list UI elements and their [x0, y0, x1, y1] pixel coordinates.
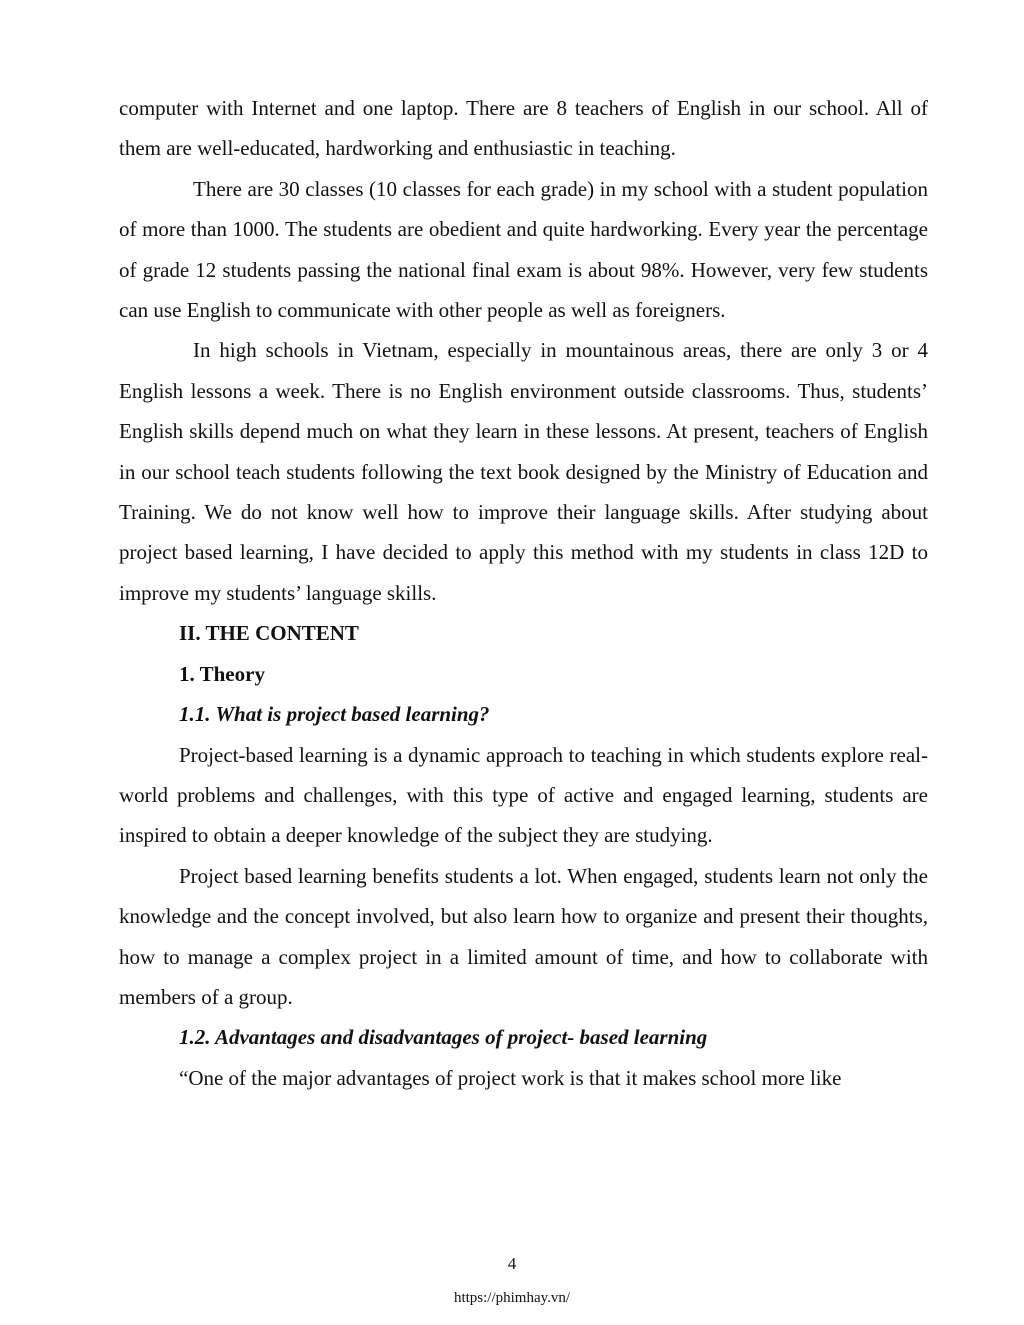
footer-url: https://phimhay.vn/ [453, 1290, 571, 1306]
body-paragraph: “One of the major advantages of project work is that it makes school more like [179, 1065, 842, 1090]
topic-heading: 1.1. What is project based learning? [179, 702, 490, 727]
subsection-heading: 1. Theory [179, 661, 265, 686]
body-paragraph: There are 30 classes (10 classes for each grade) in my school with a student population of more than 1000. The students are obedient and quite hardworking. Every year the percentage of grade 12 students passing the national final exam is about 98%. However, very few students can use English to communicate with other people as well as foreigners. [119, 176, 928, 323]
body-paragraph: In high schools in Vietnam, especially in mountainous areas, there are only 3 or 4 English lessons a week. There is no English environment outside classrooms. Thus, students’ English skills depend much on what they learn in these lessons. At present, teachers of English in our school teach students following the text book designed by the Ministry of Education and Training. We do not know well how to improve their language skills. After studying about project based learning, I have decided to apply this method with my students in class 12D to improve my students’ language skills. [119, 338, 928, 605]
document-body [119, 88, 928, 1098]
topic-heading: 1.2. Advantages and disadvantages of project- based learning [179, 1025, 708, 1050]
body-paragraph: Project based learning benefits students a lot. When engaged, students learn not only the knowledge and the concept involved, but also learn how to organize and present their thoughts, how to manage a complex project in a limited amount of time, and how to collaborate with members of a group. [119, 863, 928, 1009]
page-number: 4 [507, 1254, 517, 1273]
body-paragraph: computer with Internet and one laptop. There are 8 teachers of English in our school. All of them are well-educated, hardworking and enthusiastic in teaching. [119, 96, 928, 161]
body-paragraph: Project-based learning is a dynamic approach to teaching in which students explore real-world problems and challenges, with this type of active and engaged learning, students are inspired to obtain a deeper knowledge of the subject they are studying. [119, 742, 928, 848]
section-heading: II. THE CONTENT [179, 621, 359, 646]
